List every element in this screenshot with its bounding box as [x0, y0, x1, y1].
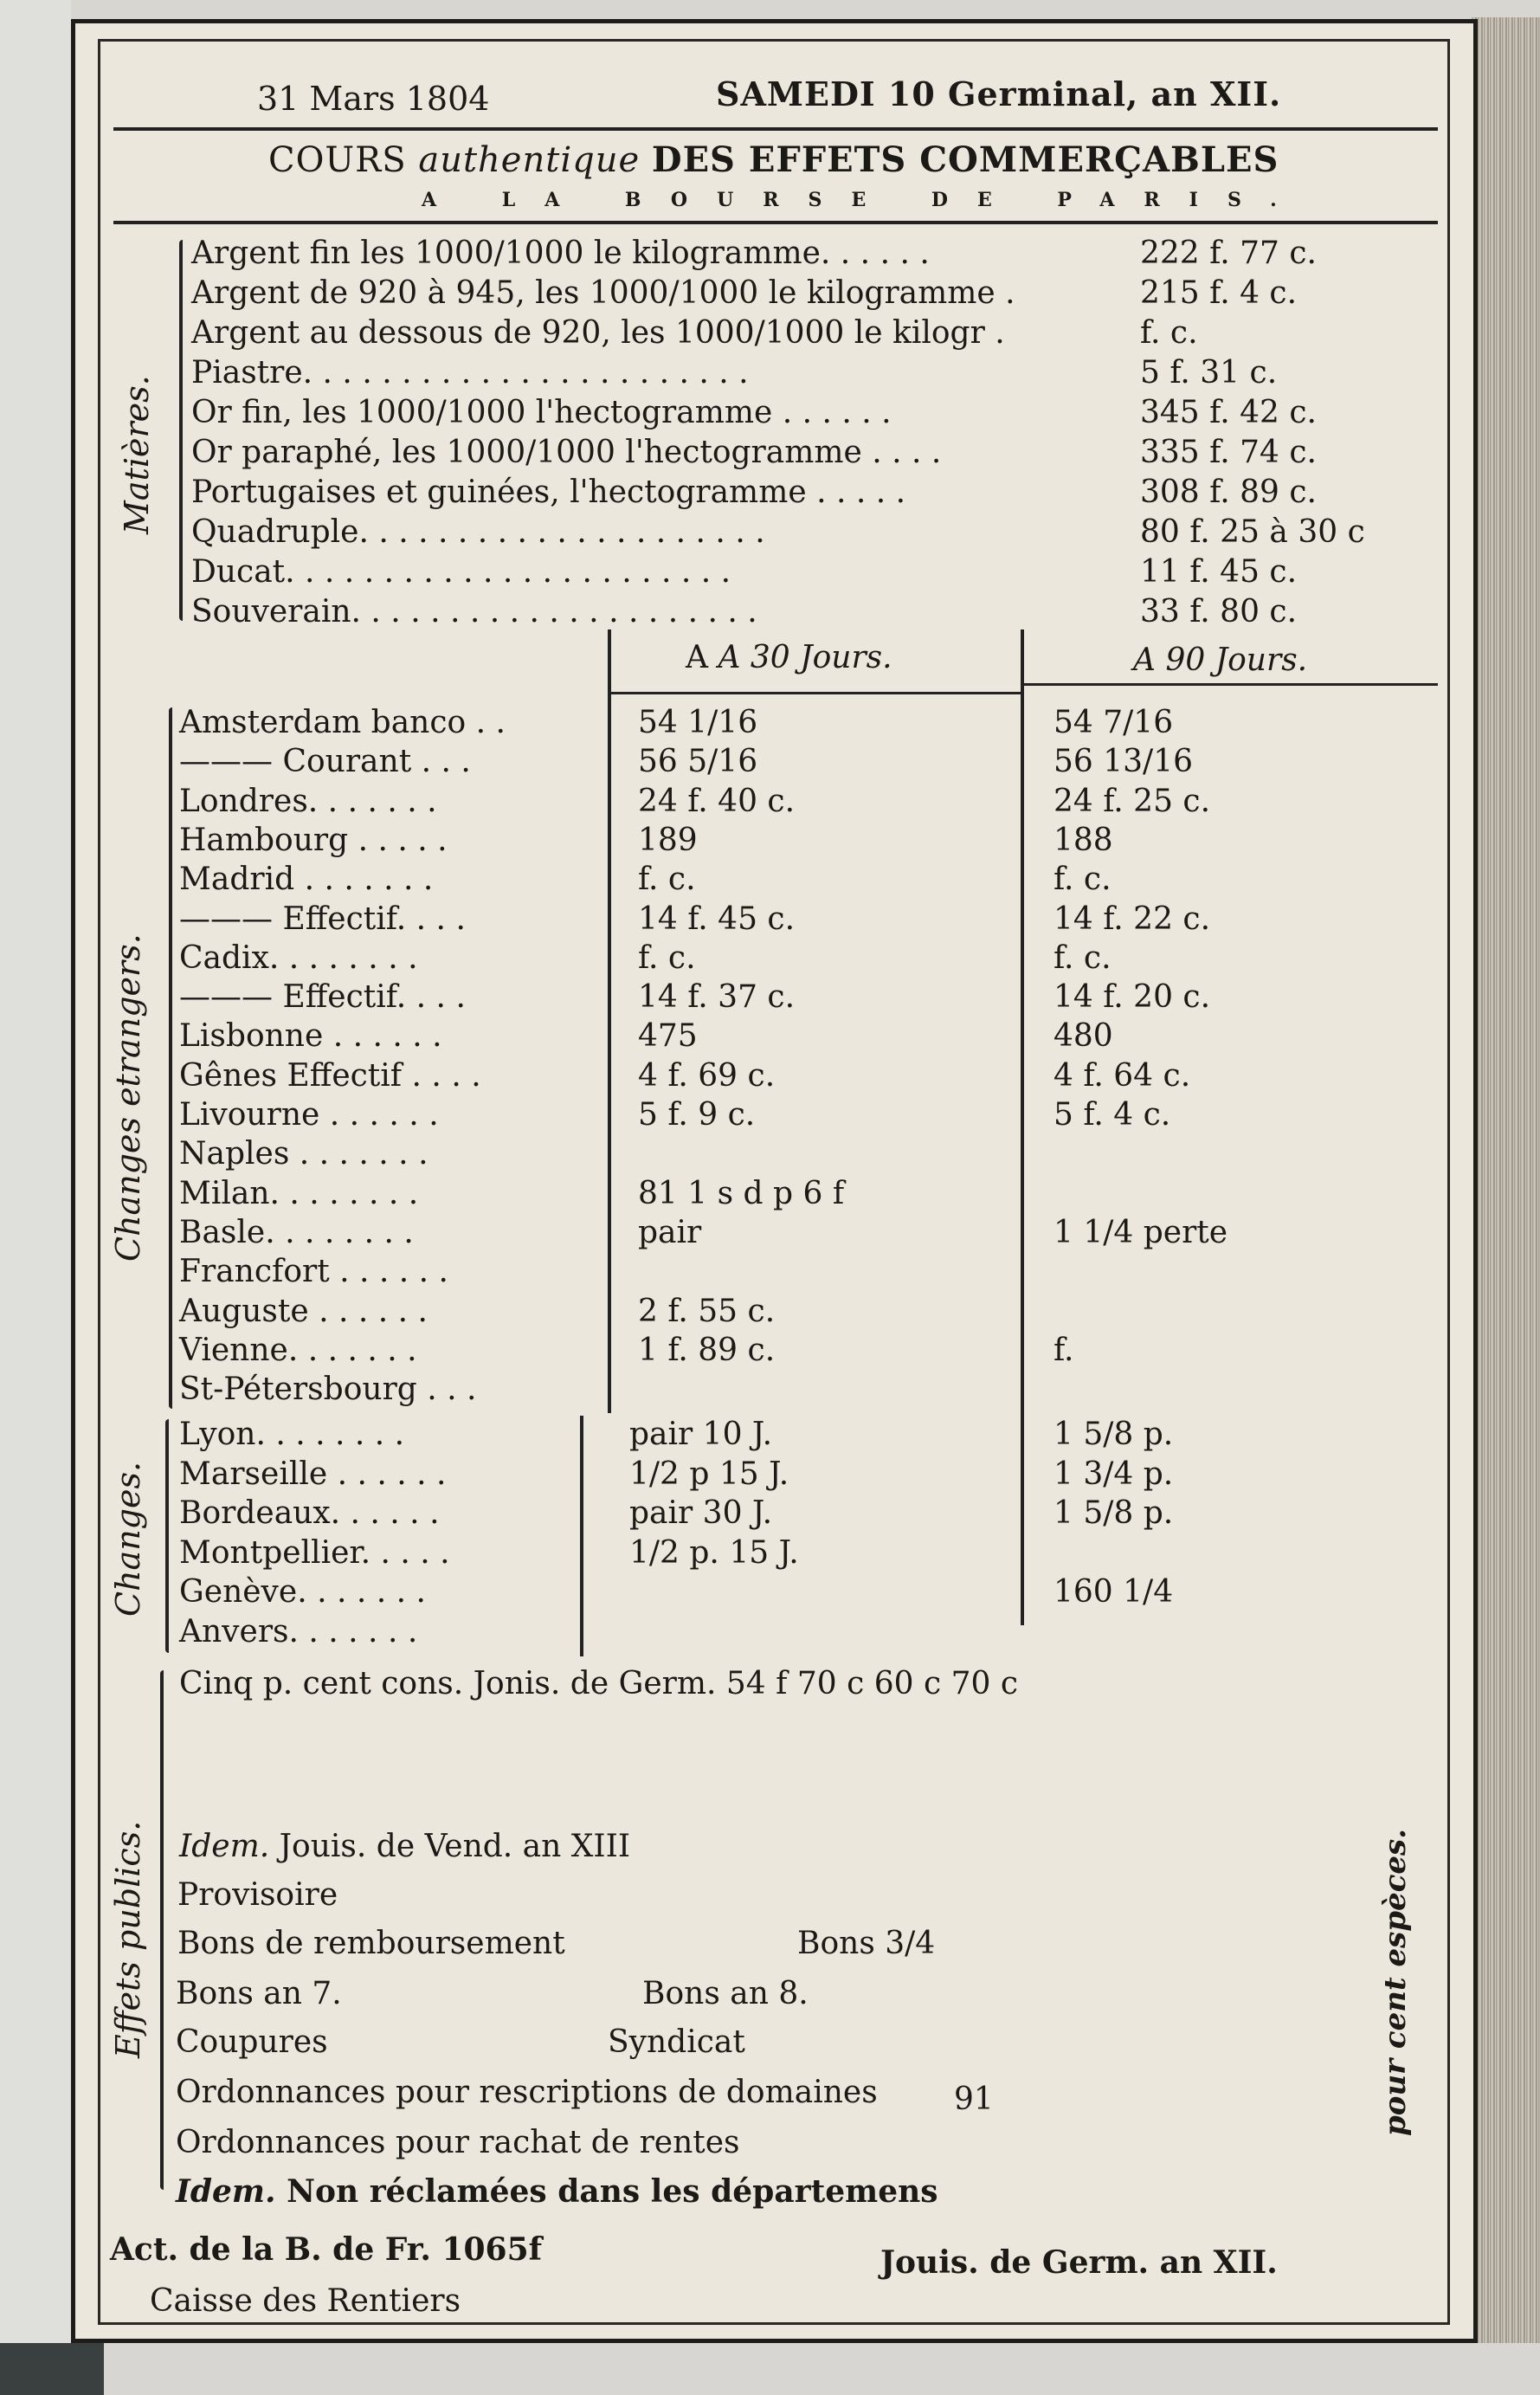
top-band	[71, 0, 1540, 19]
idem-rest: Jouis. de Vend. an XIII	[279, 1829, 631, 1864]
change-90-days: 56 13/16	[1054, 744, 1193, 780]
change-90-days: f. c.	[1054, 939, 1112, 976]
matiere-price: 80 f. 25 à 30 c	[1140, 514, 1365, 550]
coupures: Coupures	[176, 2024, 328, 2060]
matiere-price: 11 f. 45 c.	[1140, 554, 1298, 590]
pour-cent-especes-label: pour cent espèces.	[1378, 1828, 1413, 2136]
change-90-days: 54 7/16	[1054, 705, 1174, 740]
change-place: Francfort . . . . . .	[179, 1254, 448, 1290]
change-30-days: 54 1/16	[638, 705, 758, 740]
matiere-price: 5 f. 31 c.	[1140, 355, 1278, 391]
idem-vendemiaire	[179, 1831, 630, 1862]
change-30-days: f. c.	[638, 939, 696, 976]
title-rule	[113, 221, 1438, 224]
bons-an-7: Bons an 7.	[176, 1976, 342, 2011]
col-90-header	[1133, 642, 1308, 678]
matiere-price: 222 f. 77 c.	[1140, 236, 1317, 271]
footer-actions: Act. de la B. de Fr. 1065f	[110, 2231, 543, 2268]
changes-interieurs-brace	[165, 1419, 169, 1653]
title-part1: COURS	[268, 140, 407, 180]
bons-trois-quarts: Bons 3/4	[797, 1926, 936, 1961]
change-place: Livourne . . . . . .	[179, 1097, 439, 1133]
change-30-days: 14 f. 45 c.	[638, 901, 796, 937]
change-30-days: 4 f. 69 c.	[638, 1057, 776, 1094]
change-30-days: 81 1 s d p 6 f	[638, 1175, 845, 1211]
col-divider-interieurs	[580, 1416, 583, 1656]
matiere-name: Quadruple. . . . . . . . . . . . . . . . . . . . .	[191, 514, 765, 550]
idem2-italic: Idem.	[176, 2173, 276, 2210]
matiere-name: Souverain. . . . . . . . . . . . . . . . . . . . .	[191, 594, 757, 629]
change-place: Auguste . . . . . .	[179, 1293, 428, 1329]
change-90-days: 1 3/4 p.	[1054, 1456, 1174, 1492]
changes-interieurs-label: Changes.	[109, 1461, 147, 1617]
change-place: Anvers. . . . . . .	[179, 1613, 418, 1649]
page-title	[268, 139, 1279, 180]
change-30-days: 475	[638, 1018, 698, 1055]
bons-an-8: Bons an 8.	[642, 1976, 809, 2011]
change-place: Madrid . . . . . . .	[179, 862, 434, 898]
ordonnances-rescriptions-value: 91	[954, 2082, 994, 2117]
ordonnances-rachat: Ordonnances pour rachat de rentes	[176, 2125, 740, 2160]
title-part3: DES EFFETS COMMERÇABLES	[651, 139, 1279, 180]
idem-non-reclamees	[176, 2173, 938, 2210]
col-divider-right	[1021, 629, 1024, 1625]
changes-etrangers-label: Changes etrangers.	[109, 933, 147, 1262]
matiere-name: Or fin, les 1000/1000 l'hectogramme . . . . . .	[191, 395, 892, 430]
matiere-price: 215 f. 4 c.	[1140, 275, 1298, 311]
change-place: Cadix. . . . . . . .	[179, 939, 418, 976]
col-30-header: A A 30 Jours.	[686, 640, 892, 675]
change-30-days: 1/2 p. 15 J.	[629, 1534, 799, 1571]
matiere-name: Argent au dessous de 920, les 1000/1000 le kilogr .	[191, 315, 1005, 351]
change-90-days: 4 f. 64 c.	[1054, 1057, 1191, 1094]
change-place: Lyon. . . . . . . .	[179, 1417, 405, 1452]
change-90-days: 24 f. 25 c.	[1054, 783, 1211, 819]
idem-italic: Idem.	[179, 1829, 270, 1864]
header-date: 31 Mars 1804	[257, 80, 490, 118]
matiere-name: Portugaises et guinées, l'hectogramme . . . . .	[191, 474, 906, 510]
bottom-dark-strip	[0, 2343, 104, 2395]
effets-publics-brace	[160, 1670, 164, 2190]
change-place: Vienne. . . . . . .	[179, 1332, 417, 1368]
change-place: Genève. . . . . . .	[179, 1574, 426, 1610]
matiere-name: Or paraphé, les 1000/1000 l'hectogramme . . . .	[191, 435, 942, 470]
change-90-days: 188	[1054, 822, 1113, 858]
title-part2: authentique	[418, 140, 641, 180]
matiere-price: 308 f. 89 c.	[1140, 474, 1317, 510]
change-90-days: 1 5/8 p.	[1054, 1495, 1174, 1531]
matiere-name: Piastre. . . . . . . . . . . . . . . . . . . . . . .	[191, 355, 749, 391]
changes-etrangers-brace	[169, 707, 172, 1409]
change-90-days: f. c.	[1054, 862, 1112, 898]
change-place: Marseille . . . . . .	[179, 1456, 447, 1492]
change-30-days: 24 f. 40 c.	[638, 783, 796, 819]
matiere-name: Argent fin les 1000/1000 le kilogramme. . . . . .	[191, 236, 930, 271]
header-rule	[113, 127, 1438, 131]
matiere-name: Argent de 920 à 945, les 1000/1000 le kilogramme .	[191, 275, 1015, 311]
change-30-days: f. c.	[638, 862, 696, 898]
matiere-name: Ducat. . . . . . . . . . . . . . . . . . . . . . .	[191, 554, 731, 590]
matiere-price: 345 f. 42 c.	[1140, 395, 1317, 430]
change-30-days: 1/2 p 15 J.	[629, 1456, 789, 1492]
change-30-days: pair 30 J.	[629, 1495, 773, 1531]
matiere-price: 33 f. 80 c.	[1140, 594, 1298, 629]
change-30-days: 5 f. 9 c.	[638, 1097, 756, 1133]
syndicat: Syndicat	[608, 2024, 745, 2060]
change-30-days: pair	[638, 1214, 702, 1250]
change-90-days: 5 f. 4 c.	[1054, 1097, 1171, 1133]
change-place: Gênes Effectif . . . .	[179, 1057, 481, 1094]
matiere-price: f. c.	[1140, 315, 1198, 351]
change-place: Milan. . . . . . . .	[179, 1175, 419, 1211]
footer-jouis: Jouis. de Germ. an XII.	[880, 2244, 1278, 2281]
change-90-days: 14 f. 22 c.	[1054, 901, 1211, 937]
change-place: Londres. . . . . . .	[179, 783, 437, 819]
change-90-days: 1 5/8 p.	[1054, 1417, 1174, 1452]
change-30-days: 56 5/16	[638, 744, 758, 780]
change-place: St-Pétersbourg . . .	[179, 1372, 477, 1408]
idem2-rest: Non réclamées dans les départemens	[287, 2173, 938, 2210]
change-30-days: 14 f. 37 c.	[638, 979, 796, 1016]
change-place: Basle. . . . . . . .	[179, 1214, 414, 1250]
matieres-label: Matières.	[118, 375, 156, 534]
bons-remboursement: Bons de remboursement	[177, 1926, 565, 1961]
ordonnances-rescriptions: Ordonnances pour rescriptions de domaines	[176, 2075, 878, 2110]
change-place: ——— Courant . . .	[179, 744, 471, 780]
page-subtitle: A LA BOURSE DE PARIS.	[422, 189, 1306, 211]
footer-caisse: Caisse des Rentiers	[150, 2283, 461, 2319]
col-divider-left	[608, 629, 611, 1413]
change-place: ——— Effectif. . . .	[179, 979, 466, 1016]
change-place: Amsterdam banco . .	[179, 705, 506, 740]
left-margin	[0, 0, 71, 2395]
page-edges	[1472, 17, 1540, 2355]
change-place: Naples . . . . . . .	[179, 1136, 428, 1172]
col-30-rule	[611, 692, 1021, 694]
col-30-header-text: A 30 Jours.	[718, 640, 892, 675]
change-90-days: 480	[1054, 1018, 1113, 1055]
effets-publics-label: Effets publics.	[109, 1820, 147, 2058]
change-place: Hambourg . . . . .	[179, 822, 448, 858]
header-republican-date: SAMEDI 10 Germinal, an XII.	[716, 74, 1282, 113]
page	[71, 19, 1478, 2343]
change-place: Lisbonne . . . . . .	[179, 1018, 442, 1055]
change-30-days: 189	[638, 822, 698, 858]
change-90-days: 1 1/4 perte	[1054, 1214, 1228, 1250]
change-place: ——— Effectif. . . .	[179, 901, 466, 937]
bottom-band	[0, 2343, 1540, 2395]
change-30-days: pair 10 J.	[629, 1417, 773, 1452]
change-90-days: f.	[1054, 1332, 1074, 1368]
cinq-pour-cent: Cinq p. cent cons. Jonis. de Germ. 54 f 70 c 60 c 70 c	[179, 1666, 1019, 1701]
change-30-days: 1 f. 89 c.	[638, 1332, 776, 1368]
matieres-brace	[179, 240, 183, 621]
matiere-price: 335 f. 74 c.	[1140, 435, 1317, 470]
change-place: Bordeaux. . . . . .	[179, 1495, 440, 1531]
change-place: Montpellier. . . . .	[179, 1534, 450, 1571]
col-90-header-text: A 90 Jours.	[1133, 642, 1308, 678]
col-90-rule	[1024, 683, 1438, 686]
provisoire: Provisoire	[177, 1877, 338, 1913]
change-30-days: 2 f. 55 c.	[638, 1293, 776, 1329]
change-90-days: 14 f. 20 c.	[1054, 979, 1211, 1016]
change-90-days: 160 1/4	[1054, 1574, 1174, 1610]
